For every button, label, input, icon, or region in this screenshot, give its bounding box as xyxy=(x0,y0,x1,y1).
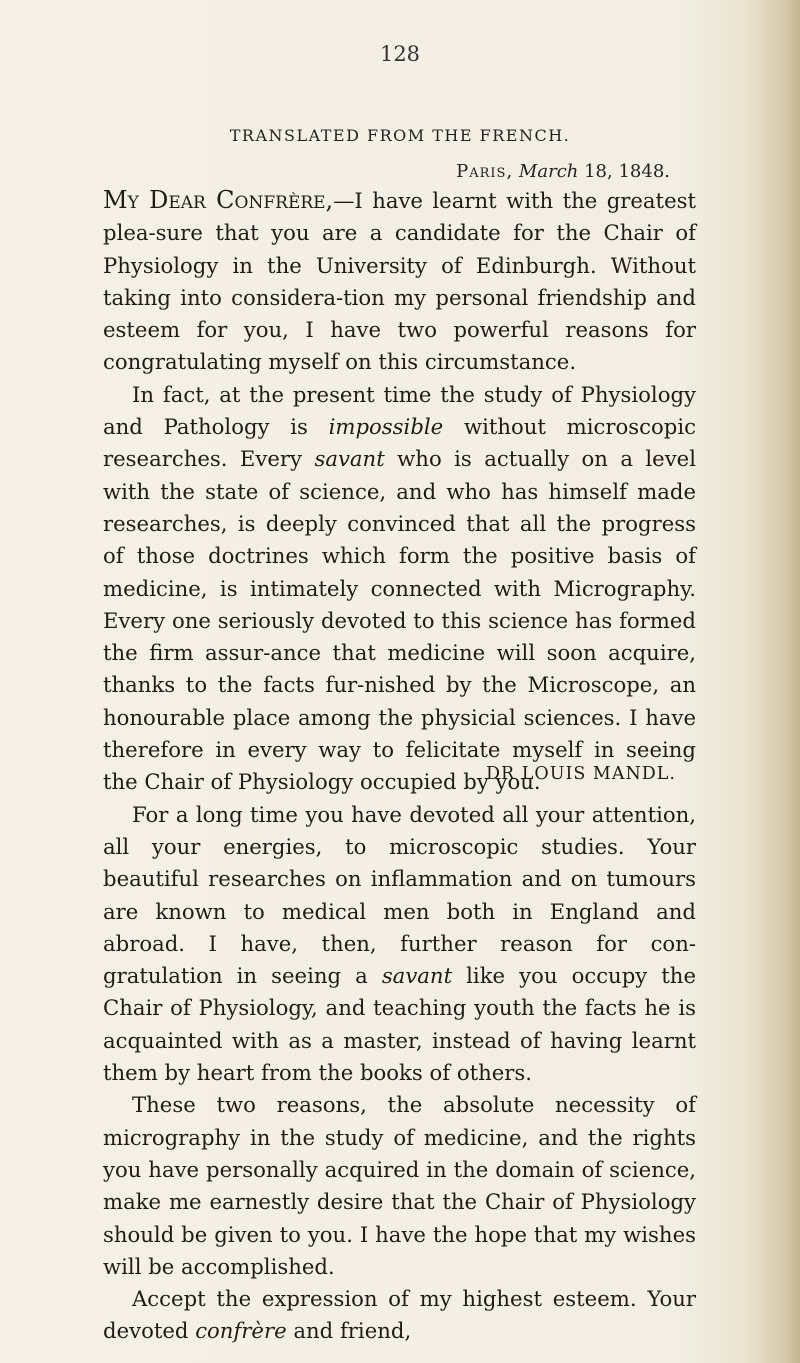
dateline-date: 18, 1848. xyxy=(584,161,670,182)
paragraph-2-text-c: who is actually on a level with the state of science, and who has himself made researches, is deeply convinced that all the progress of those doctrines which form the positive basis of medicine, is intimately connected with Micrography. Every one seriously devoted to this science has formed the firm assur-ance that medicine will soon acquire, thanks to the facts fur-nished by the Microscope, an honourable place among the physicial sciences. I have therefore in every way to felicitate myself in seeing the Chair of Physiology occupied by you. xyxy=(103,446,696,795)
emphasis-savant: savant xyxy=(314,446,385,472)
signature: DR LOUIS MANDL. xyxy=(485,764,676,784)
letter-header: TRANSLATED FROM THE FRENCH. xyxy=(229,126,571,145)
page-edge-stain xyxy=(745,0,800,1363)
paragraph-1 xyxy=(103,184,696,379)
paragraph-2-text-b: without microscopic researches. Every xyxy=(103,414,696,472)
paragraph-5-text-a: Accept the expression of my highest esteem. Your devoted xyxy=(103,1286,696,1344)
emphasis-confrere: confrère xyxy=(195,1318,287,1344)
emphasis-savant-2: savant xyxy=(381,963,453,989)
paragraph-2 xyxy=(103,379,696,799)
paragraph-3-text-b: like you occupy the Chair of Physiology, and teaching youth the facts he is acquainted with as a master, instead of having learnt them by heart from the books of others. xyxy=(103,963,696,1086)
paragraph-4: These two reasons, the absolute necessity of micrography in the study of medicine, and the rights you have personally acquired in the domain of science, make me earnestly desire that the Chair of Physiology should be given to you. I have the hope that my wishes will be accomplished. xyxy=(103,1092,696,1279)
page-number: 128 xyxy=(379,42,421,66)
paragraph-3 xyxy=(103,799,696,1090)
dateline xyxy=(456,161,670,182)
dateline-place: Paris, xyxy=(456,161,514,182)
paragraph-5-text-b: and friend, xyxy=(286,1318,412,1344)
dateline-month: March xyxy=(518,161,579,182)
paragraph-3-text-a: For a long time you have devoted all your attention, all your energies, to microscopic studies. Your beautiful researches on inflammation and on tumours are known to medical men both in England and abroad. I have, then, further reason for con-gratulation in seeing a xyxy=(103,801,696,989)
emphasis-impossible: impossible xyxy=(328,414,444,440)
paragraph-1-text: —I have learnt with the greatest plea-sure that you are a candidate for the Chair of Physiology in the University of Edinburgh. Without taking into considera-tion my personal friendship and esteem for you, I have two powerful reasons for congratulating myself on this circumstance. xyxy=(103,188,696,375)
salutation: My Dear Confrère, xyxy=(103,186,334,214)
paragraph-2-text-a: In fact, at the present time the study of Physiology and Pathology is xyxy=(103,381,696,440)
paragraph-5 xyxy=(103,1283,696,1348)
